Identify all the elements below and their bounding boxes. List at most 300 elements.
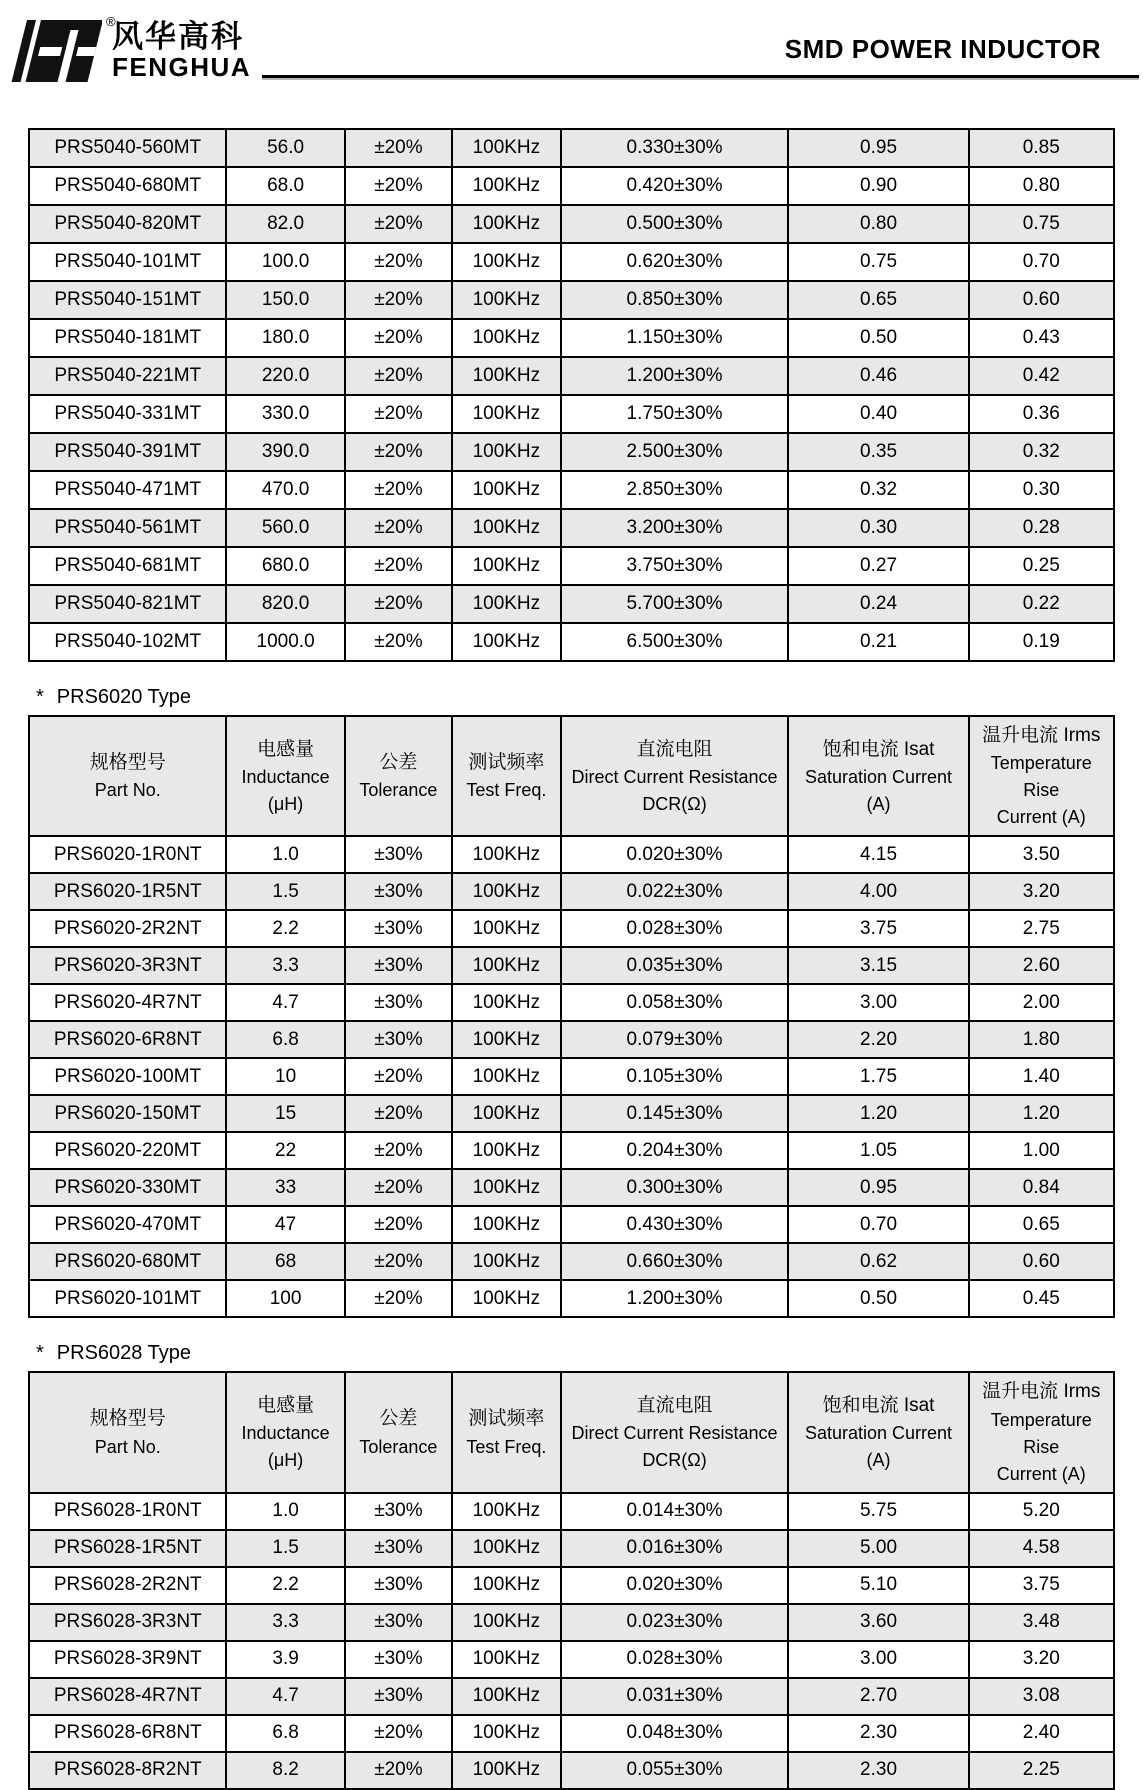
col-header-part-no	[29, 1372, 226, 1492]
col-header-inductance-zh: 电感量	[257, 738, 315, 760]
part-no-cell: PRS5040-681MT	[29, 547, 226, 585]
isat-cell: 0.50	[788, 319, 968, 357]
table-row	[29, 1058, 1114, 1095]
test-freq-cell: 100KHz	[452, 205, 561, 243]
col-header-part-no-zh: 规格型号	[89, 1408, 166, 1430]
isat-cell: 0.90	[788, 167, 968, 205]
part-no-cell: PRS6028-1R5NT	[29, 1530, 226, 1567]
tolerance-cell: ±30%	[345, 1678, 452, 1715]
table-row	[29, 1604, 1114, 1641]
col-header-inductance-zh: 电感量	[257, 1394, 315, 1416]
col-header-isat-zh: 饱和电流 Isat	[822, 1394, 935, 1416]
isat-cell: 0.35	[788, 433, 968, 471]
test-freq-cell: 100KHz	[452, 1678, 561, 1715]
part-no-cell: PRS6020-4R7NT	[29, 984, 226, 1021]
dcr-cell: 2.500±30%	[561, 433, 789, 471]
inductance-cell: 560.0	[226, 509, 344, 547]
inductance-cell: 390.0	[226, 433, 344, 471]
header-right	[262, 12, 1139, 78]
part-no-cell: PRS5040-680MT	[29, 167, 226, 205]
tolerance-cell: ±20%	[345, 1206, 452, 1243]
spec-table-prs6028	[28, 1371, 1115, 1789]
dcr-cell: 5.700±30%	[561, 585, 789, 623]
table-row	[29, 1752, 1114, 1789]
col-header-inductance-en: Inductance	[241, 1423, 330, 1444]
col-header-isat-unit: (A)	[866, 793, 891, 814]
dcr-cell: 0.300±30%	[561, 1169, 789, 1206]
part-no-cell: PRS6028-4R7NT	[29, 1678, 226, 1715]
inductance-cell: 68.0	[226, 167, 344, 205]
dcr-cell: 3.200±30%	[561, 509, 789, 547]
test-freq-cell: 100KHz	[452, 1641, 561, 1678]
table-row	[29, 1530, 1114, 1567]
isat-cell: 0.46	[788, 357, 968, 395]
part-no-cell: PRS6028-6R8NT	[29, 1715, 226, 1752]
heading-asterisk: *	[36, 1342, 44, 1365]
inductance-cell: 470.0	[226, 471, 344, 509]
table-row	[29, 205, 1114, 243]
test-freq-cell: 100KHz	[452, 1567, 561, 1604]
heading-text: PRS6028 Type	[56, 1342, 191, 1365]
isat-cell: 2.20	[788, 1021, 968, 1058]
dcr-cell: 0.500±30%	[561, 205, 789, 243]
inductance-cell: 1.0	[226, 836, 344, 873]
tolerance-cell: ±20%	[345, 1132, 452, 1169]
header-rule	[262, 75, 1139, 78]
table-row	[29, 1715, 1114, 1752]
test-freq-cell: 100KHz	[452, 910, 561, 947]
col-header-tolerance	[345, 716, 452, 836]
col-header-part-no	[29, 716, 226, 836]
isat-cell: 4.00	[788, 873, 968, 910]
tolerance-cell: ±20%	[345, 623, 452, 661]
irms-cell: 3.08	[969, 1678, 1114, 1715]
isat-cell: 0.50	[788, 1280, 968, 1317]
dcr-cell: 6.500±30%	[561, 623, 789, 661]
dcr-cell: 1.150±30%	[561, 319, 789, 357]
test-freq-cell: 100KHz	[452, 873, 561, 910]
irms-cell: 3.48	[969, 1604, 1114, 1641]
table-row	[29, 167, 1114, 205]
irms-cell: 0.60	[969, 1243, 1114, 1280]
part-no-cell: PRS6028-2R2NT	[29, 1567, 226, 1604]
col-header-dcr-unit: DCR(Ω)	[642, 1450, 707, 1471]
table-row	[29, 1641, 1114, 1678]
col-header-irms	[969, 716, 1114, 836]
tolerance-cell: ±20%	[345, 585, 452, 623]
table-row	[29, 547, 1114, 585]
part-no-cell: PRS5040-821MT	[29, 585, 226, 623]
isat-cell: 0.24	[788, 585, 968, 623]
isat-cell: 0.40	[788, 395, 968, 433]
col-header-dcr-zh: 直流电阻	[636, 738, 713, 760]
isat-cell: 1.05	[788, 1132, 968, 1169]
part-no-cell: PRS5040-561MT	[29, 509, 226, 547]
dcr-cell: 1.200±30%	[561, 1280, 789, 1317]
part-no-cell: PRS5040-102MT	[29, 623, 226, 661]
irms-cell: 0.36	[969, 395, 1114, 433]
heading-asterisk: *	[36, 686, 44, 708]
inductance-cell: 82.0	[226, 205, 344, 243]
test-freq-cell: 100KHz	[452, 1530, 561, 1567]
table-row	[29, 1243, 1114, 1280]
irms-cell: 0.28	[969, 509, 1114, 547]
dcr-cell: 0.420±30%	[561, 167, 789, 205]
dcr-cell: 0.022±30%	[561, 873, 789, 910]
table-row	[29, 1132, 1114, 1169]
table-row	[29, 947, 1114, 984]
inductance-cell: 3.9	[226, 1641, 344, 1678]
part-no-cell: PRS6028-8R2NT	[29, 1752, 226, 1789]
table-row	[29, 1567, 1114, 1604]
inductance-cell: 1.0	[226, 1493, 344, 1530]
part-no-cell: PRS5040-820MT	[29, 205, 226, 243]
isat-cell: 0.32	[788, 471, 968, 509]
col-header-dcr-zh: 直流电阻	[636, 1394, 713, 1416]
dcr-cell: 0.023±30%	[561, 1604, 789, 1641]
isat-cell: 2.70	[788, 1678, 968, 1715]
test-freq-cell: 100KHz	[452, 1095, 561, 1132]
tolerance-cell: ±30%	[345, 1604, 452, 1641]
tolerance-cell: ±30%	[345, 873, 452, 910]
inductance-cell: 1.5	[226, 873, 344, 910]
dcr-cell: 0.028±30%	[561, 1641, 789, 1678]
tolerance-cell: ±20%	[345, 1715, 452, 1752]
test-freq-cell: 100KHz	[452, 433, 561, 471]
col-header-inductance	[226, 716, 344, 836]
spec-table-prs6020	[28, 715, 1115, 1318]
col-header-irms-zh: 温升电流 Irms	[982, 725, 1101, 746]
test-freq-cell: 100KHz	[452, 1493, 561, 1530]
isat-cell: 1.20	[788, 1095, 968, 1132]
isat-cell: 3.60	[788, 1604, 968, 1641]
dcr-cell: 0.079±30%	[561, 1021, 789, 1058]
isat-cell: 2.30	[788, 1752, 968, 1789]
col-header-dcr	[561, 716, 789, 836]
irms-cell: 0.75	[969, 205, 1114, 243]
table-row	[29, 623, 1114, 661]
part-no-cell: PRS6028-3R9NT	[29, 1641, 226, 1678]
table-row	[29, 281, 1114, 319]
table-row	[29, 471, 1114, 509]
part-no-cell: PRS5040-560MT	[29, 129, 226, 167]
tolerance-cell: ±20%	[345, 1280, 452, 1317]
tolerance-cell: ±20%	[345, 547, 452, 585]
isat-cell: 1.75	[788, 1058, 968, 1095]
irms-cell: 0.60	[969, 281, 1114, 319]
col-header-isat-unit: (A)	[866, 1450, 891, 1471]
col-header-dcr-en: Direct Current Resistance	[571, 766, 778, 787]
col-header-inductance-unit: (μH)	[267, 793, 304, 814]
col-header-isat-en: Saturation Current	[804, 766, 953, 787]
section-heading-prs6028	[36, 1342, 1115, 1365]
inductance-cell: 3.3	[226, 947, 344, 984]
table-row	[29, 395, 1114, 433]
inductance-cell: 22	[226, 1132, 344, 1169]
tolerance-cell: ±20%	[345, 1095, 452, 1132]
inductance-cell: 1000.0	[226, 623, 344, 661]
isat-cell: 0.95	[788, 129, 968, 167]
test-freq-cell: 100KHz	[452, 836, 561, 873]
table-row	[29, 1021, 1114, 1058]
isat-cell: 3.00	[788, 984, 968, 1021]
table-row	[29, 836, 1114, 873]
dcr-cell: 0.330±30%	[561, 129, 789, 167]
tolerance-cell: ±20%	[345, 1243, 452, 1280]
dcr-cell: 0.058±30%	[561, 984, 789, 1021]
col-header-irms-en: Temperature Rise	[990, 753, 1092, 801]
isat-cell: 0.70	[788, 1206, 968, 1243]
irms-cell: 0.42	[969, 357, 1114, 395]
dcr-cell: 0.620±30%	[561, 243, 789, 281]
dcr-cell: 0.014±30%	[561, 1493, 789, 1530]
col-header-irms-zh: 温升电流 Irms	[982, 1381, 1101, 1403]
isat-cell: 0.21	[788, 623, 968, 661]
test-freq-cell: 100KHz	[452, 1206, 561, 1243]
tolerance-cell: ±30%	[345, 836, 452, 873]
tolerance-cell: ±20%	[345, 471, 452, 509]
irms-cell: 0.85	[969, 129, 1114, 167]
isat-cell: 3.75	[788, 910, 968, 947]
col-header-test-freq-en: Test Freq.	[466, 1436, 547, 1457]
irms-cell: 1.20	[969, 1095, 1114, 1132]
col-header-part-no-zh: 规格型号	[89, 752, 166, 773]
irms-cell: 2.00	[969, 984, 1114, 1021]
isat-cell: 4.15	[788, 836, 968, 873]
dcr-cell: 3.750±30%	[561, 547, 789, 585]
tolerance-cell: ±20%	[345, 281, 452, 319]
heading-text: PRS6020 Type	[56, 686, 191, 708]
test-freq-cell: 100KHz	[452, 984, 561, 1021]
col-header-part-no-en: Part No.	[94, 780, 161, 801]
tolerance-cell: ±30%	[345, 947, 452, 984]
inductance-cell: 10	[226, 1058, 344, 1095]
spec-tables-container	[28, 128, 1115, 1790]
table-row	[29, 433, 1114, 471]
logo-chinese-name: 风华高科	[112, 19, 244, 54]
tolerance-cell: ±20%	[345, 1058, 452, 1095]
irms-cell: 2.75	[969, 910, 1114, 947]
tolerance-cell: ±30%	[345, 984, 452, 1021]
tolerance-cell: ±20%	[345, 1169, 452, 1206]
part-no-cell: PRS6020-680MT	[29, 1243, 226, 1280]
irms-cell: 0.19	[969, 623, 1114, 661]
irms-cell: 4.58	[969, 1530, 1114, 1567]
irms-cell: 0.70	[969, 243, 1114, 281]
col-header-dcr-unit: DCR(Ω)	[642, 793, 707, 814]
test-freq-cell: 100KHz	[452, 471, 561, 509]
col-header-test-freq-zh: 测试频率	[468, 752, 545, 773]
irms-cell: 3.20	[969, 873, 1114, 910]
test-freq-cell: 100KHz	[452, 1021, 561, 1058]
tolerance-cell: ±30%	[345, 1530, 452, 1567]
table-row	[29, 1169, 1114, 1206]
dcr-cell: 2.850±30%	[561, 471, 789, 509]
part-no-cell: PRS6020-100MT	[29, 1058, 226, 1095]
fenghua-logo	[10, 12, 262, 84]
part-no-cell: PRS5040-101MT	[29, 243, 226, 281]
irms-cell: 0.32	[969, 433, 1114, 471]
inductance-cell: 100.0	[226, 243, 344, 281]
test-freq-cell: 100KHz	[452, 243, 561, 281]
col-header-isat-zh: 饱和电流 Isat	[822, 738, 935, 760]
column-header-row	[29, 1372, 1114, 1492]
irms-cell: 0.22	[969, 585, 1114, 623]
inductance-cell: 8.2	[226, 1752, 344, 1789]
part-no-cell: PRS6020-330MT	[29, 1169, 226, 1206]
col-header-tolerance-en: Tolerance	[359, 1436, 438, 1457]
col-header-irms-unit: Current (A)	[996, 807, 1086, 828]
col-header-irms-en: Temperature Rise	[990, 1409, 1092, 1457]
part-no-cell: PRS6020-470MT	[29, 1206, 226, 1243]
test-freq-cell: 100KHz	[452, 129, 561, 167]
col-header-inductance	[226, 1372, 344, 1492]
irms-cell: 0.65	[969, 1206, 1114, 1243]
test-freq-cell: 100KHz	[452, 1243, 561, 1280]
test-freq-cell: 100KHz	[452, 947, 561, 984]
table-row	[29, 1280, 1114, 1317]
dcr-cell: 0.031±30%	[561, 1678, 789, 1715]
col-header-dcr-en: Direct Current Resistance	[571, 1423, 778, 1444]
dcr-cell: 0.145±30%	[561, 1095, 789, 1132]
tolerance-cell: ±20%	[345, 319, 452, 357]
table-row	[29, 1206, 1114, 1243]
part-no-cell: PRS6020-220MT	[29, 1132, 226, 1169]
tolerance-cell: ±20%	[345, 243, 452, 281]
table-row	[29, 1095, 1114, 1132]
inductance-cell: 4.7	[226, 1678, 344, 1715]
section-heading-prs6020	[36, 686, 1115, 709]
tolerance-cell: ±30%	[345, 1021, 452, 1058]
inductance-cell: 47	[226, 1206, 344, 1243]
part-no-cell: PRS6020-101MT	[29, 1280, 226, 1317]
dcr-cell: 0.020±30%	[561, 1567, 789, 1604]
irms-cell: 5.20	[969, 1493, 1114, 1530]
col-header-test-freq	[452, 716, 561, 836]
isat-cell: 3.00	[788, 1641, 968, 1678]
col-header-isat	[788, 1372, 968, 1492]
part-no-cell: PRS5040-221MT	[29, 357, 226, 395]
dcr-cell: 0.204±30%	[561, 1132, 789, 1169]
table-row	[29, 585, 1114, 623]
page-title: SMD POWER INDUCTOR	[784, 34, 1101, 64]
tolerance-cell: ±20%	[345, 167, 452, 205]
test-freq-cell: 100KHz	[452, 585, 561, 623]
inductance-cell: 1.5	[226, 1530, 344, 1567]
table-row	[29, 319, 1114, 357]
part-no-cell: PRS6020-3R3NT	[29, 947, 226, 984]
inductance-cell: 680.0	[226, 547, 344, 585]
inductance-cell: 6.8	[226, 1021, 344, 1058]
fenghua-logo-icon	[10, 18, 102, 84]
table-row	[29, 243, 1114, 281]
isat-cell: 0.27	[788, 547, 968, 585]
inductance-cell: 330.0	[226, 395, 344, 433]
isat-cell: 5.75	[788, 1493, 968, 1530]
col-header-isat	[788, 716, 968, 836]
isat-cell: 0.30	[788, 509, 968, 547]
col-header-tolerance-zh: 公差	[379, 752, 418, 773]
col-header-tolerance	[345, 1372, 452, 1492]
irms-cell: 2.25	[969, 1752, 1114, 1789]
test-freq-cell: 100KHz	[452, 357, 561, 395]
irms-cell: 2.40	[969, 1715, 1114, 1752]
inductance-cell: 220.0	[226, 357, 344, 395]
test-freq-cell: 100KHz	[452, 547, 561, 585]
part-no-cell: PRS6020-2R2NT	[29, 910, 226, 947]
irms-cell: 1.80	[969, 1021, 1114, 1058]
dcr-cell: 0.850±30%	[561, 281, 789, 319]
inductance-cell: 15	[226, 1095, 344, 1132]
tolerance-cell: ±20%	[345, 129, 452, 167]
dcr-cell: 0.048±30%	[561, 1715, 789, 1752]
inductance-cell: 4.7	[226, 984, 344, 1021]
tolerance-cell: ±30%	[345, 1493, 452, 1530]
isat-cell: 0.95	[788, 1169, 968, 1206]
table-row	[29, 873, 1114, 910]
irms-cell: 3.75	[969, 1567, 1114, 1604]
dcr-cell: 0.055±30%	[561, 1752, 789, 1789]
inductance-cell: 68	[226, 1243, 344, 1280]
part-no-cell: PRS5040-151MT	[29, 281, 226, 319]
isat-cell: 3.15	[788, 947, 968, 984]
inductance-cell: 6.8	[226, 1715, 344, 1752]
test-freq-cell: 100KHz	[452, 1752, 561, 1789]
part-no-cell: PRS6020-6R8NT	[29, 1021, 226, 1058]
test-freq-cell: 100KHz	[452, 1715, 561, 1752]
inductance-cell: 56.0	[226, 129, 344, 167]
table-row	[29, 509, 1114, 547]
dcr-cell: 0.035±30%	[561, 947, 789, 984]
part-no-cell: PRS6028-1R0NT	[29, 1493, 226, 1530]
test-freq-cell: 100KHz	[452, 1132, 561, 1169]
logo-english-name: FENGHUA	[112, 52, 252, 83]
test-freq-cell: 100KHz	[452, 167, 561, 205]
part-no-cell: PRS6020-1R0NT	[29, 836, 226, 873]
col-header-dcr	[561, 1372, 789, 1492]
registered-trademark-icon: ®	[106, 14, 116, 29]
irms-cell: 2.60	[969, 947, 1114, 984]
dcr-cell: 0.028±30%	[561, 910, 789, 947]
irms-cell: 0.45	[969, 1280, 1114, 1317]
col-header-test-freq-en: Test Freq.	[466, 780, 547, 801]
col-header-test-freq	[452, 1372, 561, 1492]
test-freq-cell: 100KHz	[452, 319, 561, 357]
page-header	[0, 0, 1143, 84]
part-no-cell: PRS5040-471MT	[29, 471, 226, 509]
table-row	[29, 984, 1114, 1021]
isat-cell: 5.10	[788, 1567, 968, 1604]
inductance-cell: 100	[226, 1280, 344, 1317]
part-no-cell: PRS5040-391MT	[29, 433, 226, 471]
irms-cell: 1.40	[969, 1058, 1114, 1095]
isat-cell: 0.65	[788, 281, 968, 319]
dcr-cell: 0.016±30%	[561, 1530, 789, 1567]
tolerance-cell: ±30%	[345, 1567, 452, 1604]
column-header-row	[29, 716, 1114, 836]
dcr-cell: 0.430±30%	[561, 1206, 789, 1243]
part-no-cell: PRS6020-150MT	[29, 1095, 226, 1132]
isat-cell: 0.80	[788, 205, 968, 243]
irms-cell: 1.00	[969, 1132, 1114, 1169]
col-header-tolerance-en: Tolerance	[359, 780, 438, 801]
isat-cell: 5.00	[788, 1530, 968, 1567]
dcr-cell: 1.200±30%	[561, 357, 789, 395]
test-freq-cell: 100KHz	[452, 623, 561, 661]
tolerance-cell: ±20%	[345, 1752, 452, 1789]
test-freq-cell: 100KHz	[452, 1058, 561, 1095]
dcr-cell: 0.660±30%	[561, 1243, 789, 1280]
